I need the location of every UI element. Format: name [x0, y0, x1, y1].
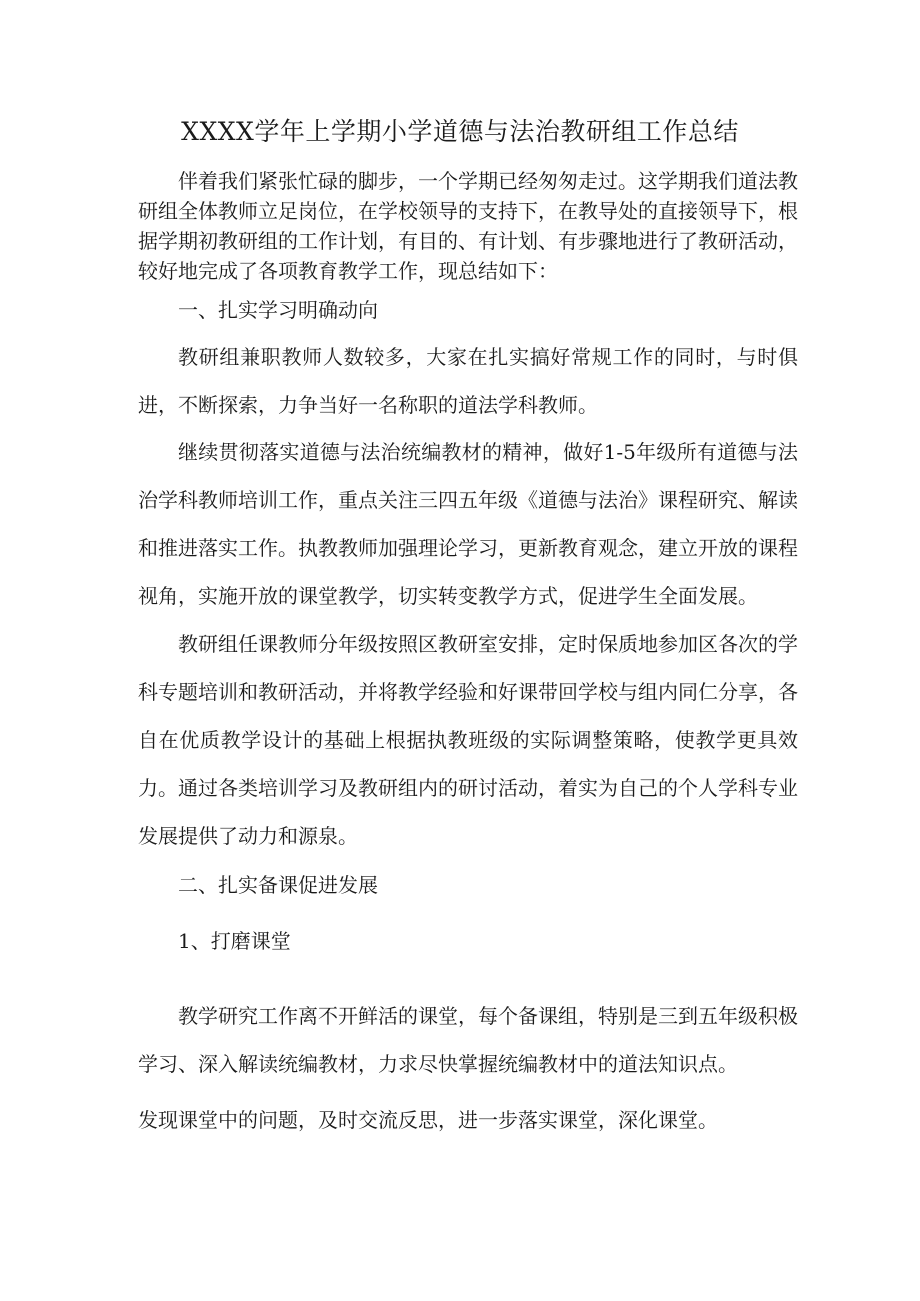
paragraph-textbook: 继续贯彻落实道德与法治统编教材的精神，做好1-5年级所有道德与法治学科教师培训工作，重点关注三四五年级《道德与法治》课程研究、解读和推进落实工作。执教教师加强理论学习，更新教育观念，建立开放的课程视角，实施开放的课堂教学，切实转变教学方式，促进学生全面发展。 [138, 440, 798, 608]
document-title: XXXX学年上学期小学道德与法治教研组工作总结 [181, 117, 739, 146]
intro-paragraph: 伴着我们紧张忙碌的脚步，一个学期已经匆匆走过。这学期我们道法教研组全体教师立足岗位，在学校领导的支持下，在教导处的直接领导下，根据学期初教研组的工作计划，有目的、有计划、有步骤地进行了教研活动，较好地完成了各项教育教学工作，现总结如下： [138, 169, 798, 283]
paragraph-teachers: 教研组兼职教师人数较多，大家在扎实搞好常规工作的同时，与时俱进，不断探索，力争当好一名称职的道法学科教师。 [138, 345, 798, 417]
section-heading-1: 一、扎实学习明确动向 [178, 298, 378, 322]
paragraph-reflection: 发现课堂中的问题，及时交流反思，进一步落实课堂，深化课堂。 [138, 1108, 718, 1132]
paragraph-classroom: 教学研究工作离不开鲜活的课堂，每个备课组，特别是三到五年级积极学习、深入解读统编教材，力求尽快掌握统编教材中的道法知识点。 [138, 1004, 798, 1076]
subsection-heading-1: 1、打磨课堂 [178, 929, 291, 953]
paragraph-training: 教研组任课教师分年级按照区教研室安排，定时保质地参加区各次的学科专题培训和教研活动，并将教学经验和好课带回学校与组内同仁分享，各自在优质教学设计的基础上根据执教班级的实际调整策略，使教学更具效力。通过各类培训学习及教研组内的研讨活动，着实为自己的个人学科专业发展提供了动力和源泉。 [138, 632, 798, 848]
section-heading-2: 二、扎实备课促进发展 [178, 873, 378, 897]
